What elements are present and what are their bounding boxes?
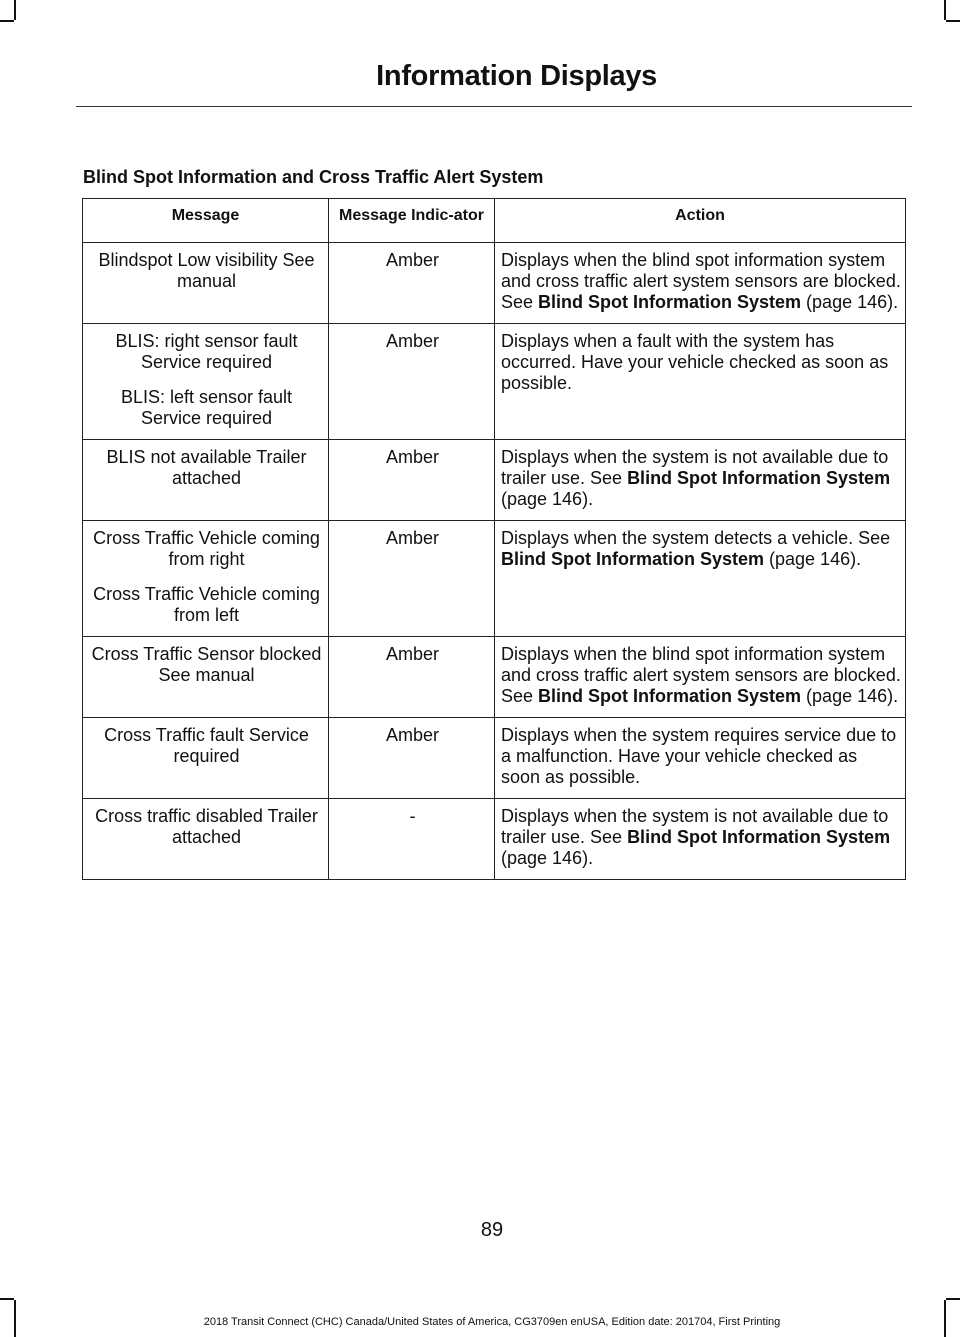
- table-row: [83, 521, 906, 637]
- message-text: Blindspot Low visibility See manual: [98, 250, 315, 291]
- action-cell: [495, 521, 906, 637]
- footer-text: 2018 Transit Connect (CHC) Canada/United States of America, CG3709en enUSA, Edition date: 201704, First Printing: [203, 1316, 781, 1328]
- action-cell: [495, 718, 906, 799]
- header-divider: [76, 106, 912, 107]
- action-text: Displays when a fault with the system has occurred. Have your vehicle checked as soon as possible.: [501, 331, 889, 393]
- page-reference: (page 146).: [764, 549, 862, 569]
- table-row: [83, 324, 906, 440]
- column-header-message: Message: [83, 199, 329, 243]
- table-row: [83, 799, 906, 880]
- action-cell: [495, 637, 906, 718]
- message-text: Cross traffic disabled Trailer attached: [95, 806, 318, 847]
- action-text: Displays when the system is not available due to trailer use. See: [501, 447, 889, 488]
- table-header-row: [83, 199, 906, 243]
- action-text: Displays when the blind spot information system and cross traffic alert system sensors are blocked. See: [501, 644, 901, 706]
- crop-mark: [0, 20, 14, 22]
- message-text: Cross Traffic Sensor blocked See manual: [91, 644, 322, 685]
- cross-reference-link[interactable]: Blind Spot Information System: [538, 686, 802, 706]
- page-number: 89: [480, 1219, 504, 1241]
- column-header-action: Action: [495, 199, 906, 243]
- indicator-cell: Amber: [329, 243, 495, 324]
- message-text: BLIS: left sensor fault Service required: [120, 387, 293, 428]
- crop-mark: [944, 0, 946, 20]
- message-text: Cross Traffic Vehicle coming from right: [93, 528, 320, 569]
- indicator-cell: -: [329, 799, 495, 880]
- cross-reference-link[interactable]: Blind Spot Information System: [627, 827, 891, 847]
- message-table: [82, 198, 906, 880]
- action-text: Displays when the blind spot information system and cross traffic alert system sensors are blocked. See: [501, 250, 901, 312]
- action-text: Displays when the system detects a vehicle. See: [501, 528, 891, 548]
- message-text: Cross Traffic Vehicle coming from left: [93, 584, 320, 625]
- indicator-cell: Amber: [329, 324, 495, 440]
- message-text: BLIS not available Trailer attached: [106, 447, 307, 488]
- indicator-cell: Amber: [329, 440, 495, 521]
- page-reference: (page 146).: [501, 848, 594, 868]
- table-row: [83, 243, 906, 324]
- message-cell: [83, 718, 329, 799]
- page-reference: (page 146).: [801, 686, 899, 706]
- message-cell: [83, 440, 329, 521]
- page-reference: (page 146).: [801, 292, 899, 312]
- message-text: Cross Traffic fault Service required: [104, 725, 309, 766]
- indicator-cell: Amber: [329, 521, 495, 637]
- cross-reference-link[interactable]: Blind Spot Information System: [627, 468, 891, 488]
- table-row: [83, 440, 906, 521]
- action-cell: [495, 243, 906, 324]
- indicator-cell: Amber: [329, 637, 495, 718]
- action-cell: [495, 799, 906, 880]
- table-body: [83, 243, 906, 880]
- indicator-cell: Amber: [329, 718, 495, 799]
- action-cell: [495, 324, 906, 440]
- message-cell: [83, 324, 329, 440]
- crop-mark: [946, 20, 960, 22]
- message-cell: [83, 521, 329, 637]
- crop-mark: [0, 1298, 14, 1300]
- crop-mark: [946, 1298, 960, 1300]
- section-title: Blind Spot Information and Cross Traffic Alert System: [83, 167, 544, 187]
- message-cell: [83, 243, 329, 324]
- message-cell: [83, 799, 329, 880]
- action-text: Displays when the system requires service due to a malfunction. Have your vehicle checked as soon as possible.: [501, 725, 897, 787]
- table-row: [83, 637, 906, 718]
- action-cell: [495, 440, 906, 521]
- cross-reference-link[interactable]: Blind Spot Information System: [538, 292, 802, 312]
- message-cell: [83, 637, 329, 718]
- page-reference: (page 146).: [501, 489, 594, 509]
- message-text: BLIS: right sensor fault Service required: [115, 331, 298, 372]
- column-header-indicator: Message Indic-ator: [329, 199, 495, 243]
- page-title: Information Displays: [376, 60, 657, 92]
- table-row: [83, 718, 906, 799]
- action-text: Displays when the system is not available due to trailer use. See: [501, 806, 889, 847]
- cross-reference-link[interactable]: Blind Spot Information System: [501, 549, 765, 569]
- crop-mark: [14, 0, 16, 20]
